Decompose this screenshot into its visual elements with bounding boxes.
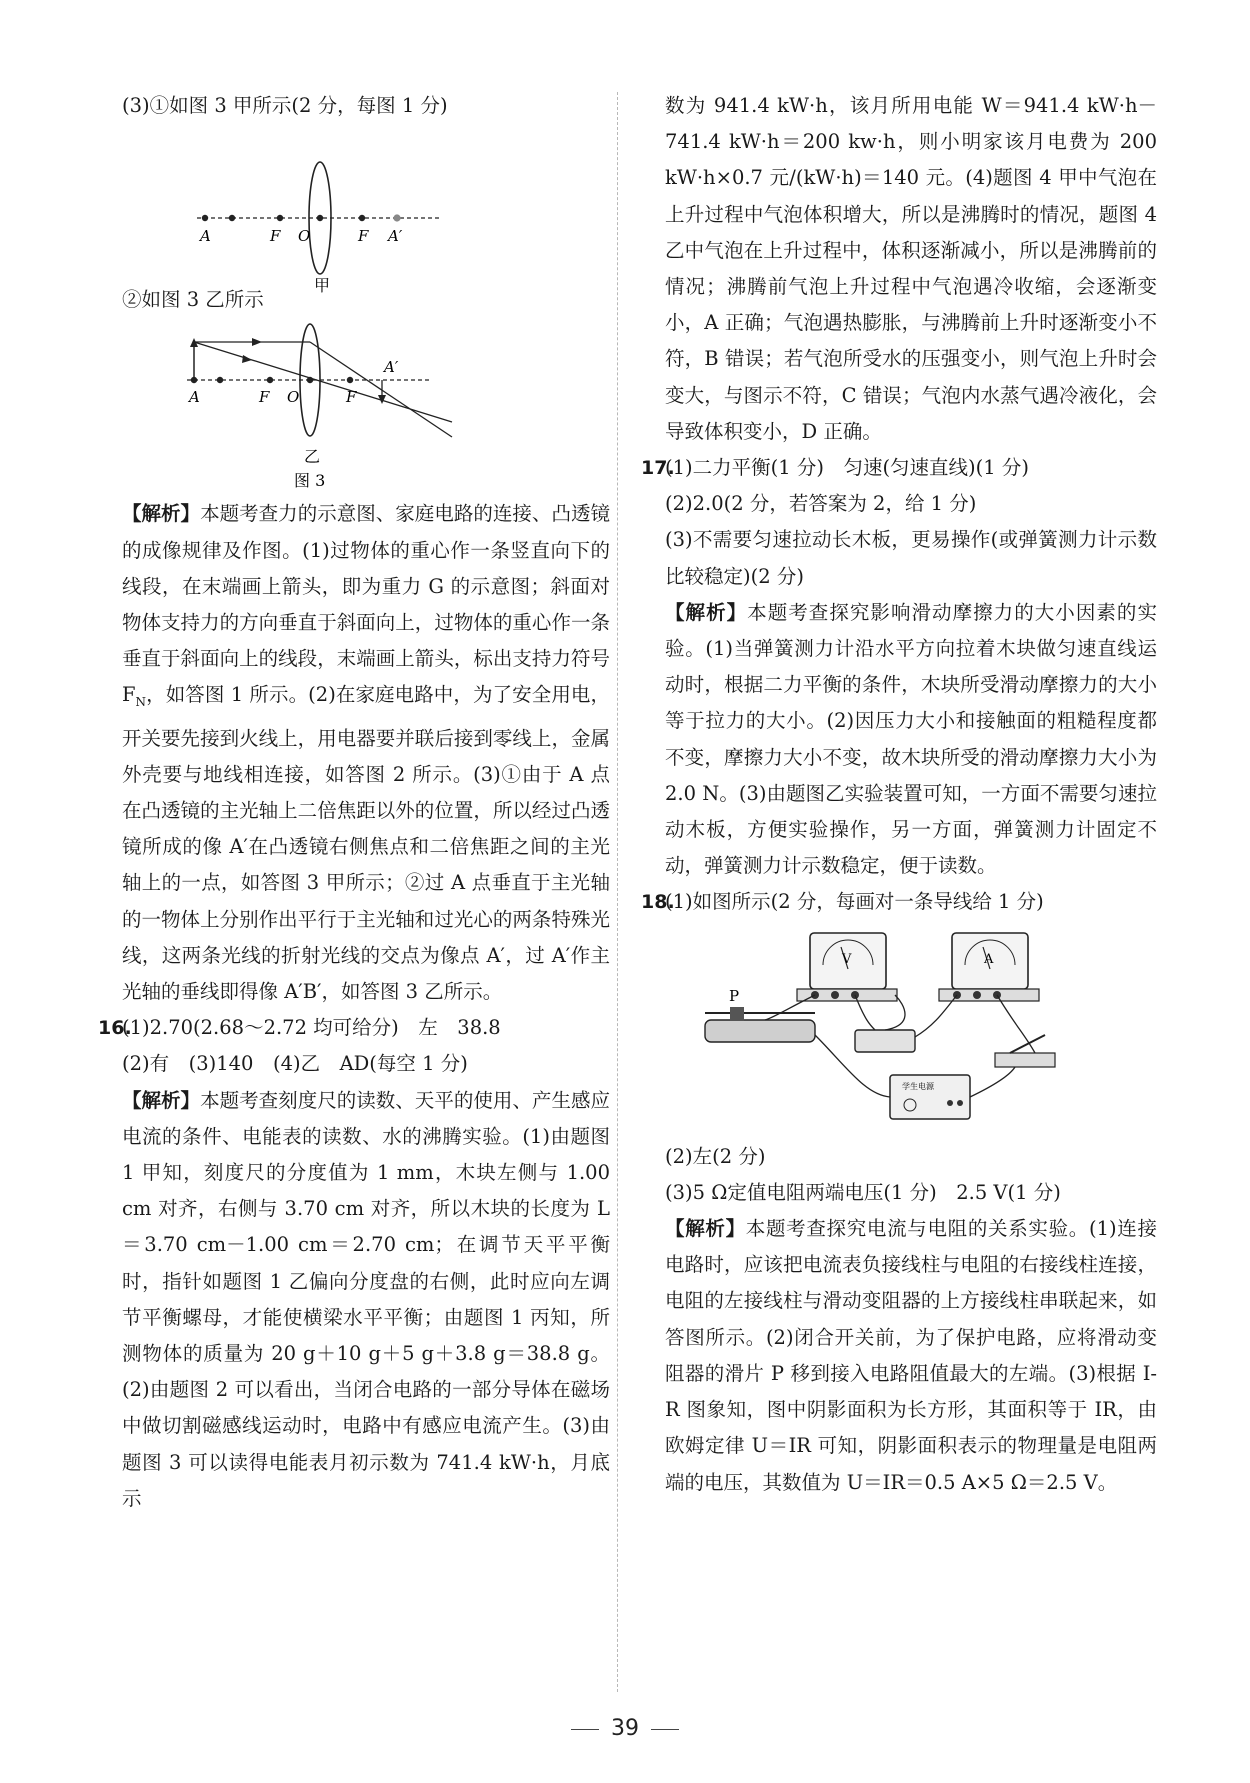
answer-17-2: (2)2.0(2 分，若答案为 2，给 1 分) xyxy=(665,492,977,516)
answer-15-3-1: (3)①如图 3 甲所示(2 分，每图 1 分) xyxy=(122,94,448,117)
label-f-left: F xyxy=(259,388,270,407)
figure-3-yi xyxy=(122,322,610,492)
label-a: A xyxy=(200,227,211,246)
analysis-18: 【解析】本题考查探究电流与电阻的关系实验。(1)连接电路时，应该把电流表负接线柱与电阻的右接线柱连接，电阻的左接线柱与滑动变阻器的上方接线柱串联起来，如答图所示。(2)闭合开关前，为了保护电路，应将滑动变阻器的滑片 P 移到接入电路阻值最大的左端。(3)根据 I-R 图象知，图中阴影面积为长方形，其面积等于 IR，由欧姆定律 U＝IR 可知，阴影面积表示的物理量是电阻两端的电压，其数值为 U＝IR＝0.5 A×5 Ω＝2.5 V。 xyxy=(665,1217,1157,1494)
analysis-tag: 【解析】 xyxy=(665,1217,746,1241)
power-supply xyxy=(890,1075,970,1119)
analysis-16-continued: 数为 941.4 kW·h，该月所用电能 W＝941.4 kW·h－741.4 kW·h＝200 kw·h，则小明家该月电费为 200 kW·h×0.7 元/(kW·h)＝140 元。(4)题图 4 甲中气泡在上升过程中气泡体积增大，所以是沸腾时的情况，题图 4 乙中气泡在上升过程中，体积逐渐减小，所以是沸腾前的情况；沸腾前气泡上升过程中气泡遇冷收缩，会逐渐变小，A 正确；气泡遇热膨胀，与沸腾前上升时逐渐变小不符，B 错误；若气泡所受水的压强变小，则气泡上升时会变大，与图示不符，C 错误；气泡内水蒸气遇冷液化，会导致体积变小，D 正确。 xyxy=(665,94,1157,443)
svg-text:P: P xyxy=(729,986,740,1005)
svg-text:学生电源: 学生电源 xyxy=(902,1081,934,1091)
label-a-prime: A′ xyxy=(388,227,403,246)
left-column xyxy=(98,88,610,1517)
question-number-17: 17. xyxy=(641,457,675,480)
page-footer xyxy=(0,1716,1250,1741)
analysis-tag: 【解析】 xyxy=(122,1088,201,1112)
label-f-right: F xyxy=(346,388,357,407)
analysis-17: 【解析】本题考查探究影响滑动摩擦力的大小因素的实验。(1)当弹簧测力计沿水平方向拉着木块做匀速直线运动时，根据二力平衡的条件，木块所受滑动摩擦力的大小等于拉力的大小。(2)因压力大小和接触面的粗糙程度都不变，摩擦力大小不变，故木块所受的滑动摩擦力大小为 2.0 N。(3)由题图乙实验装置可知，一方面不需要匀速拉动木板，方便实验操作，另一方面，弹簧测力计固定不动，弹簧测力计示数稳定，便于读数。 xyxy=(665,600,1157,878)
answer-17-3: (3)不需要匀速拉动长木板，更易操作(或弹簧测力计示数比较稳定)(2 分) xyxy=(665,528,1157,588)
answer-16-2: (2)有 (3)140 (4)乙 AD(每空 1 分) xyxy=(122,1052,468,1076)
label-o: O xyxy=(287,388,300,407)
question-number-16: 16. xyxy=(98,1017,132,1040)
analysis-15: 【解析】本题考查力的示意图、家庭电路的连接、凸透镜的成像规律及作图。(1)过物体的重心作一条竖直向下的线段，在末端画上箭头，即为重力 G 的示意图；斜面对物体支持力的方向垂直于斜面向上，过物体的重心作一条垂直于斜面向上的线段，末端画上箭头，标出支持力符号 $F_N$，如答图 1 所示。(2)在家庭电路中，为了安全用电，开关要先接到火线上，用电器要并联后接到零线上，金属外壳要与地线相连接，如答图 2 所示。(3)①由于 A 点在凸透镜的主光轴上二倍焦距以外的位置，所以经过凸透镜所成的像 A′在凸透镜右侧焦点和二倍焦距之间的主光轴上的一点，如答图 3 甲所示；②过 A 点垂直于主光轴的一物体上分别作出平行于主光轴和过光心的两条特殊光线，这两条光线的折射光线的交点为像点 A′，过 A′作主光轴的垂线即得像 A′B′，如答图 3 乙所示。 xyxy=(122,502,610,1003)
analysis-tag: 【解析】 xyxy=(665,600,748,624)
right-column xyxy=(641,88,1157,1501)
answer-18-1: 18.(1)如图所示(2 分，每画对一条导线给 1 分) xyxy=(665,884,1157,920)
svg-text:V: V xyxy=(842,951,852,967)
label-a-prime: A′ xyxy=(384,358,399,377)
answer-17-1: 17.(1)二力平衡(1 分) 匀速(匀速直线)(1 分) xyxy=(665,450,1157,486)
caption-yi: 乙 xyxy=(304,447,321,467)
analysis-tag: 【解析】 xyxy=(122,502,201,526)
circuit-diagram xyxy=(665,925,1157,1135)
label-o: O xyxy=(298,227,311,246)
answer-16-1: 16.(1)2.70(2.68～2.72 均可给分) 左 38.8 xyxy=(122,1010,610,1046)
answer-15-3-2: ②如图 3 乙所示 xyxy=(122,288,264,312)
footer-dash-left xyxy=(571,1729,599,1730)
question-number-18: 18. xyxy=(641,891,675,914)
svg-text:A: A xyxy=(984,951,994,967)
answer-18-3: (3)5 Ω定值电阻两端电压(1 分) 2.5 V(1 分) xyxy=(665,1180,1061,1204)
fixed-resistor xyxy=(855,1030,915,1052)
column-divider xyxy=(617,92,618,1692)
switch xyxy=(995,1035,1055,1067)
label-f-right: F xyxy=(358,227,369,246)
caption-figure-3: 图 3 xyxy=(294,471,326,491)
caption-jia: 甲 xyxy=(314,276,331,296)
ammeter xyxy=(939,933,1039,1001)
analysis-16: 【解析】本题考查刻度尺的读数、天平的使用、产生感应电流的条件、电能表的读数、水的沸腾实验。(1)由题图 1 甲知，刻度尺的分度值为 1 mm，木块左侧与 1.00 cm 对齐，右侧与 3.70 cm 对齐，所以木块的长度为 L＝3.70 cm－1.00 cm＝2.70 cm；在调节天平平衡时，指针如题图 1 乙偏向分度盘的右侧，此时应向左调节平衡螺母，才能使横梁水平平衡；由题图 1 丙知，所测物体的质量为 20 g＋10 g＋5 g＋3.8 g＝38.8 g。(2)由题图 2 可以看出，当闭合电路的一部分导体在磁场中做切割磁感线运动时，电路中有感应电流产生。(3)由题图 3 可以读得电能表月初示数为 741.4 kW·h，月底示 xyxy=(122,1088,610,1510)
voltmeter xyxy=(797,933,897,1001)
footer-dash-right xyxy=(651,1729,679,1730)
label-f-left: F xyxy=(270,227,281,246)
page-number: 39 xyxy=(611,1716,639,1741)
figure-3-jia xyxy=(122,128,610,296)
label-a: A xyxy=(189,388,200,407)
answer-18-2: (2)左(2 分) xyxy=(665,1144,766,1168)
